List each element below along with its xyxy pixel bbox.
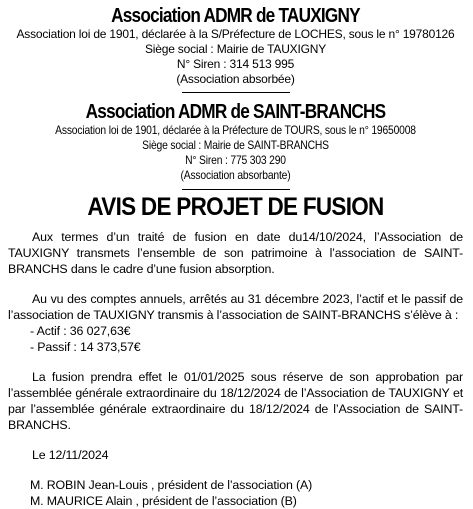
assets-item: - Actif : 36 027,63€ xyxy=(30,324,131,338)
assets-liabilities-list xyxy=(8,323,463,355)
absorbed-association-seat: Siège social : Mairie de TAUXIGNY xyxy=(144,42,327,56)
separator-line xyxy=(182,189,290,190)
legal-notice-page xyxy=(0,5,473,508)
liabilities-item: - Passif : 14 373,57€ xyxy=(30,340,141,354)
notice-paragraph-effective: La fusion prendra effet le 01/01/2025 sous réserve de son approbation par l’assemblée générale extraordinaire du 18/12/2024 de l’Association de TAUXIGNY et par l’assemblée générale extraordinaire du 18/12/2024 de l’Association de SAINT-BRANCHS. xyxy=(8,370,463,432)
signatories xyxy=(8,477,463,509)
signatory-b: M. MAURICE Alain , président de l’association (B) xyxy=(30,494,297,508)
absorbed-association-registration: Association loi de 1901, déclarée à la S/Préfecture de LOCHES, sous le n° 19780126 xyxy=(16,27,455,41)
notice-paragraph-accounts: Au vu des comptes annuels, arrêtés au 31 décembre 2023, l’actif et le passif de l’association de TAUXIGNY transmis à l’association de SAINT-BRANCHS s’élève à : xyxy=(8,292,463,322)
absorbing-association-details xyxy=(40,123,431,183)
absorbing-association-role: (Association absorbante) xyxy=(180,168,291,182)
absorbed-association-role: (Association absorbée) xyxy=(176,72,295,86)
notice-title: AVIS DE PROJET DE FUSION xyxy=(87,193,384,221)
absorbing-association-title: Association ADMR de SAINT-BRANCHS xyxy=(85,101,386,123)
signatory-a: M. ROBIN Jean-Louis , président de l’association (A) xyxy=(30,478,313,492)
separator-line xyxy=(182,92,290,93)
notice-body xyxy=(8,229,463,509)
notice-paragraph-treaty: Aux termes d’un traité de fusion en date du14/10/2024, l’Association de TAUXIGNY transmets l’ensemble de son patrimoine à l’association de SAINT-BRANCHS dans le cadre d’une fusion absorption. xyxy=(8,230,463,276)
absorbing-association-header xyxy=(8,101,463,190)
absorbing-association-registration: Association loi de 1901, déclarée à la Préfecture de TOURS, sous le n° 19650008 xyxy=(55,123,416,137)
absorbed-association-details xyxy=(8,27,463,87)
absorbing-association-siren: N° Siren : 775 303 290 xyxy=(185,153,286,167)
absorbed-association-siren: N° Siren : 314 513 995 xyxy=(176,57,295,71)
absorbed-association-header xyxy=(8,5,463,93)
absorbed-association-title: Association ADMR de TAUXIGNY xyxy=(111,5,360,27)
notice-date: Le 12/11/2024 xyxy=(32,448,109,462)
absorbing-association-seat: Siège social : Mairie de SAINT-BRANCHS xyxy=(142,138,329,152)
